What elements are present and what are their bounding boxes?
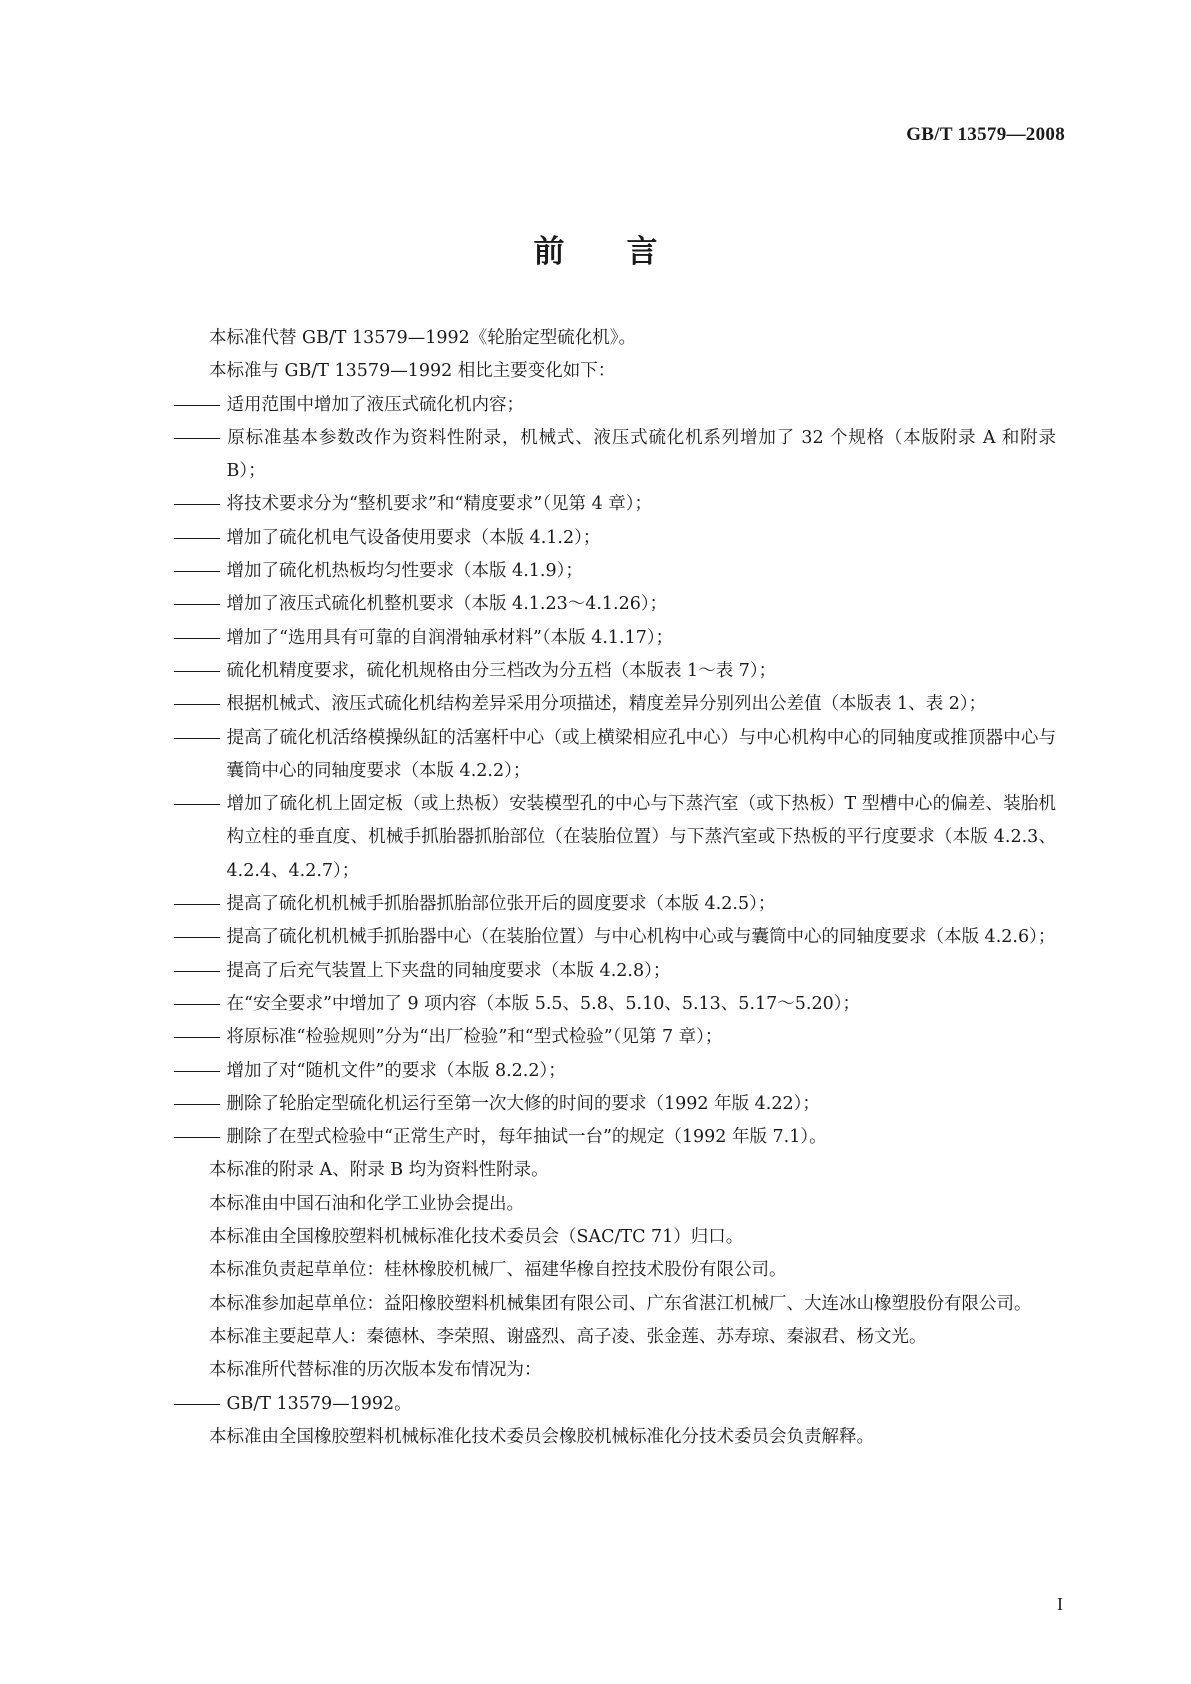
list-item [174, 422, 1056, 489]
list-item [174, 1021, 1056, 1054]
list-item [174, 622, 1056, 655]
dash-mark [174, 622, 227, 655]
dash-mark [174, 788, 227, 821]
list-item [174, 722, 1056, 789]
foreword-body [174, 322, 1056, 1454]
paragraph-proposer: 本标准由中国石油和化学工业协会提出。 [209, 1193, 524, 1214]
dash-mark [174, 655, 227, 688]
list-item-text: 删除了在型式检验中“正常生产时，每年抽试一台”的规定（1992 年版 7.1）。 [226, 1127, 827, 1148]
list-item [174, 921, 1056, 954]
dash-mark [174, 722, 227, 755]
list-item [174, 688, 1056, 721]
list-item [174, 389, 1056, 422]
paragraph-interpretation: 本标准由全国橡胶塑料机械标准化技术委员会橡胶机械标准化分技术委员会负责解释。 [209, 1426, 874, 1447]
page-number: I [1057, 1594, 1063, 1614]
list-item-text: GB/T 13579—1992。 [226, 1393, 412, 1414]
list-item-text: 提高了后充气装置上下夹盘的同轴度要求（本版 4.2.8）； [226, 960, 671, 981]
list-item [174, 788, 1056, 888]
dash-mark [174, 1021, 227, 1054]
list-item-text: 将原标准“检验规则”分为“出厂检验”和“型式检验”（见第 7 章）； [226, 1027, 723, 1048]
list-item-text: 将技术要求分为“整机要求”和“精度要求”（见第 4 章）； [226, 494, 653, 515]
dash-mark [174, 955, 227, 988]
list-item-text: 硫化机精度要求，硫化机规格由分三档改为分五档（本版表 1～表 7）； [226, 660, 777, 681]
paragraph-annex: 本标准的附录 A、附录 B 均为资料性附录。 [209, 1160, 549, 1181]
dash-mark [174, 1388, 227, 1421]
paragraph-main-drafters: 本标准主要起草人：秦德林、李荣照、谢盛烈、高子凌、张金莲、苏寿琼、秦淑君、杨文光。 [209, 1326, 927, 1347]
standard-number: GB/T 13579—2008 [906, 124, 1065, 145]
paragraph-changes-intro: 本标准与 GB/T 13579—1992 相比主要变化如下： [209, 361, 616, 382]
list-item [174, 522, 1056, 555]
list-item-text: 增加了硫化机电气设备使用要求（本版 4.1.2）； [226, 527, 601, 548]
list-item [174, 555, 1056, 588]
list-item-text: 增加了对“随机文件”的要求（本版 8.2.2）； [226, 1060, 566, 1081]
dash-mark [174, 988, 227, 1021]
dash-mark [174, 389, 227, 422]
dash-mark [174, 488, 227, 521]
list-item-text: 适用范围中增加了液压式硫化机内容； [226, 394, 524, 415]
title-char-2: 言 [626, 234, 658, 270]
paragraph-replaces: 本标准代替 GB/T 13579—1992《轮胎定型硫化机》。 [209, 328, 636, 348]
list-item-text: 增加了硫化机上固定板（或上热板）安装模型孔的中心与下蒸汽室（或下热板）T 型槽中心的偏差、装胎机构立柱的垂直度、机械手抓胎器抓胎部位（在装胎位置）与下蒸汽室或下热板的平行度要求（本版 4.2.3、4.2.4、4.2.7）； [226, 794, 1056, 881]
dash-mark [174, 888, 227, 921]
dash-mark [174, 1055, 227, 1088]
paragraph-committee: 本标准由全国橡胶塑料机械标准化技术委员会（SAC/TC 71）归口。 [209, 1227, 744, 1248]
list-item-text: 提高了硫化机机械手抓胎器抓胎部位张开后的圆度要求（本版 4.2.5）； [226, 894, 776, 915]
list-item-text: 增加了“选用具有可靠的自润滑轴承材料”（本版 4.1.17）； [226, 627, 674, 648]
list-item-text: 提高了硫化机活络模操纵缸的活塞杆中心（或上横梁相应孔中心）与中心机构中心的同轴度或推顶器中心与囊筒中心的同轴度要求（本版 4.2.2）； [226, 727, 1056, 781]
paragraph-history-intro: 本标准所代替标准的历次版本发布情况为： [209, 1360, 542, 1381]
list-item-text: 根据机械式、液压式硫化机结构差异采用分项描述，精度差异分别列出公差值（本版表 1、表 2）； [226, 694, 987, 715]
dash-mark [174, 1088, 227, 1121]
paragraph-participating-drafters: 本标准参加起草单位：益阳橡胶塑料机械集团有限公司、广东省湛江机械厂、大连冰山橡塑股份有限公司。 [209, 1293, 1032, 1314]
list-item [174, 888, 1056, 921]
dash-mark [174, 588, 227, 621]
page-title [0, 226, 1191, 271]
list-item [174, 1055, 1056, 1088]
dash-mark [174, 921, 227, 954]
dash-mark [174, 688, 227, 721]
list-item [174, 1121, 1056, 1154]
paragraph-lead-drafter: 本标准负责起草单位：桂林橡胶机械厂、福建华橡自控技术股份有限公司。 [209, 1260, 787, 1281]
list-item [174, 1088, 1056, 1121]
list-item-text: 删除了轮胎定型硫化机运行至第一次大修的时间的要求（1992 年版 4.22）； [226, 1093, 820, 1114]
list-item-text: 增加了硫化机热板均匀性要求（本版 4.1.9）； [226, 561, 583, 582]
dash-mark [174, 555, 227, 588]
changes-list [174, 389, 1056, 1155]
dash-mark [174, 522, 227, 555]
list-item-text: 增加了液压式硫化机整机要求（本版 4.1.23～4.1.26）； [226, 594, 668, 615]
list-item [174, 488, 1056, 521]
list-item [174, 588, 1056, 621]
list-item [174, 1388, 1056, 1421]
dash-mark [174, 422, 227, 455]
list-item [174, 655, 1056, 688]
list-item-text: 在“安全要求”中增加了 9 项内容（本版 5.5、5.8、5.10、5.13、5.17～5.20）； [226, 993, 860, 1014]
title-char-1: 前 [533, 234, 565, 270]
list-item [174, 955, 1056, 988]
list-item-text: 原标准基本参数改作为资料性附录，机械式、液压式硫化机系列增加了 32 个规格（本版附录 A 和附录 B）； [226, 427, 1056, 482]
dash-mark [174, 1121, 227, 1154]
list-item-text: 提高了硫化机机械手抓胎器中心（在装胎位置）与中心机构中心或与囊筒中心的同轴度要求（本版 4.2.6）； [226, 927, 1056, 948]
list-item [174, 988, 1056, 1021]
